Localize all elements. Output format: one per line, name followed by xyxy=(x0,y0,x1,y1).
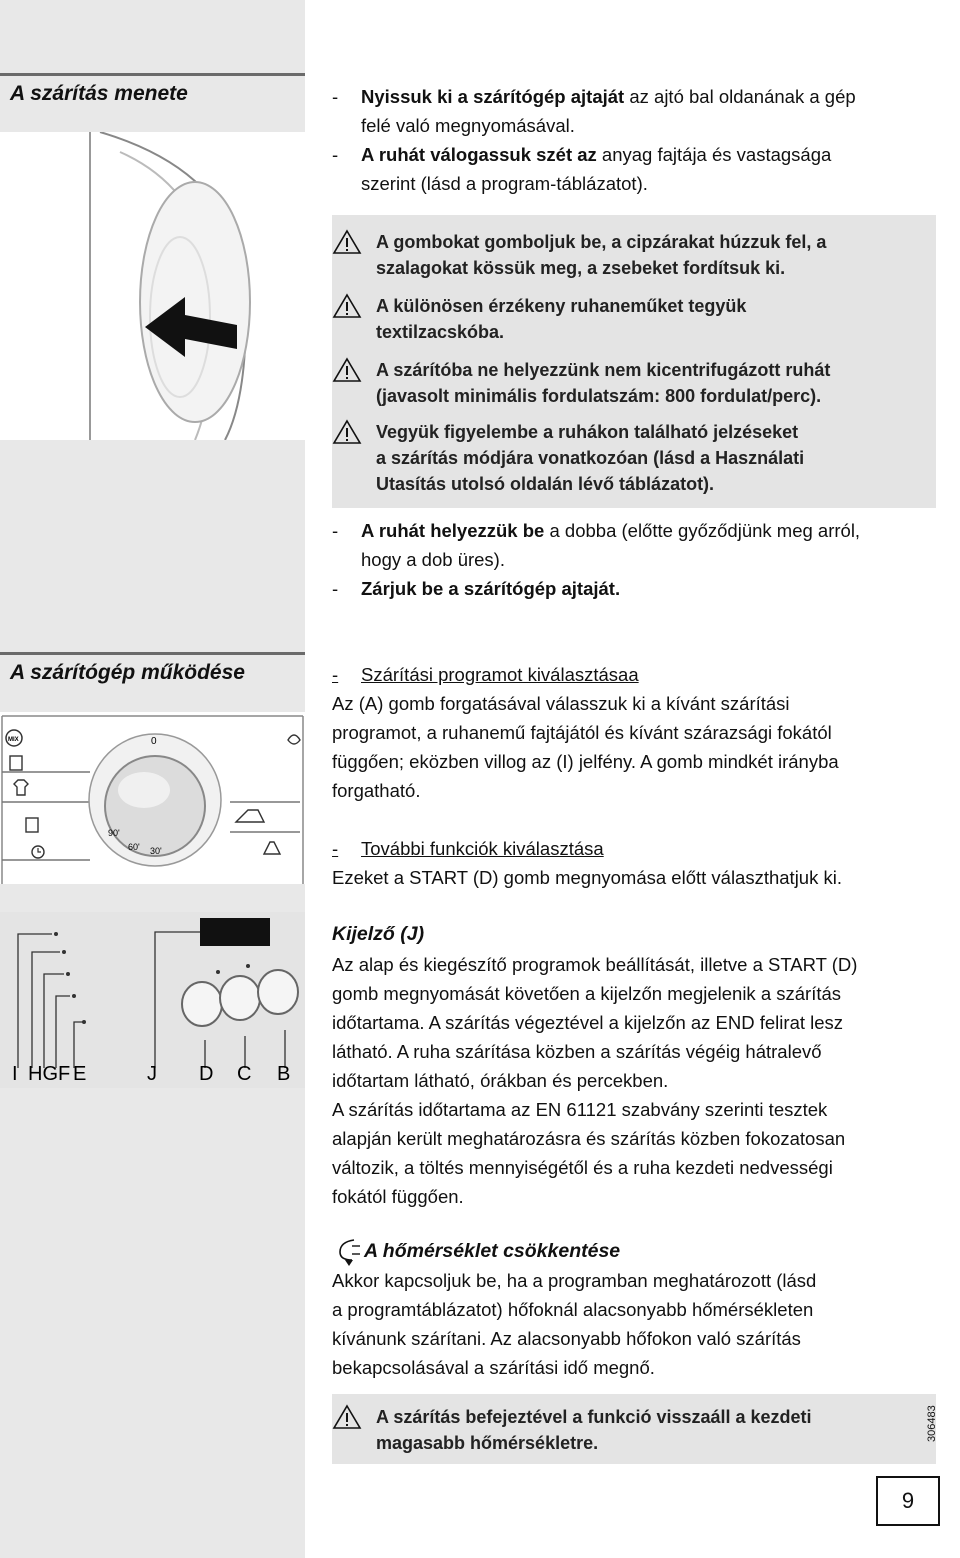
step-bold: A ruhát válogassuk szét az xyxy=(361,144,597,165)
step-text: hogy a dob üres). xyxy=(361,549,505,570)
display-text: alapján került meghatározásra és szárítás közben fokozatosan xyxy=(332,1128,846,1149)
extra-title-row: - További funkciók kiválasztása xyxy=(332,834,932,863)
warning-text: A gombokat gomboljuk be, a cipzárakat húzzuk fel, a xyxy=(376,232,827,252)
dial-label-90: 90' xyxy=(108,828,120,838)
section-rule xyxy=(0,73,305,76)
warning-text: magasabb hőmérsékletre. xyxy=(376,1433,599,1453)
display-text: A szárítás időtartama az EN 61121 szabvány szerinti tesztek xyxy=(332,1099,828,1120)
temperature-section xyxy=(332,1236,932,1382)
page-number: 9 xyxy=(876,1476,940,1526)
step-text: szerint (lásd a program-táblázatot). xyxy=(361,173,648,194)
display-title: Kijelző (J) xyxy=(332,923,425,945)
temperature-text: a programtáblázatot) hőfoknál alacsonyabb hőmérsékleten xyxy=(332,1299,814,1320)
temperature-title: A hőmérséklet csökkentése xyxy=(364,1239,621,1262)
warning-text: a szárítás módjára vonatkozóan (lásd a Használati xyxy=(376,448,805,468)
panel-label-j: J xyxy=(147,1063,157,1085)
dial-label-zero: 0 xyxy=(151,736,157,747)
temperature-title-row xyxy=(332,1236,932,1266)
program-text: függően; eközben villog az (I) jelfény. A gomb mindkét irányba xyxy=(332,751,839,772)
load-steps xyxy=(332,516,932,603)
temperature-text: Akkor kapcsoljuk be, ha a programban meghatározott (lásd xyxy=(332,1270,817,1291)
program-text: programot, a ruhanemű fajtájától és kívánt szárazsági fokától xyxy=(332,722,832,743)
warning-triangle-icon xyxy=(332,419,362,445)
step-text: a dobba (előtte győződjünk meg arról, xyxy=(544,520,861,541)
program-selection xyxy=(332,660,932,805)
step-text: anyag fajtája és vastagsága xyxy=(596,144,832,165)
section-rule xyxy=(0,652,305,655)
step-text: felé való megnyomásával. xyxy=(361,115,575,136)
display-text: változik, a töltés mennyiségétől és a ruha kezdeti nedvességi xyxy=(332,1157,833,1178)
warning-text: A szárítás befejeztével a funkció visszaáll a kezdeti xyxy=(376,1407,812,1427)
intro-steps xyxy=(332,82,932,198)
warning-text: Utasítás utolsó oldalán lévő táblázatot). xyxy=(376,474,715,494)
panel-label-b: B xyxy=(277,1063,291,1085)
warning-triangle-icon xyxy=(332,357,362,383)
step-bold: Nyissuk ki a szárítógép ajtaját xyxy=(361,86,625,107)
warning-box xyxy=(332,1394,936,1464)
warning-item xyxy=(332,1404,932,1456)
program-text: Az (A) gomb forgatásával válasszuk ki a kívánt szárítási xyxy=(332,693,790,714)
timer-button[interactable] xyxy=(220,976,260,1020)
display-text: látható. A ruha szárítása közben a szárítás végéig hátralevő xyxy=(332,1041,822,1062)
step-open-door: - Nyissuk ki a szárítógép ajtaját az ajtó bal oldanának a gép xyxy=(332,86,856,107)
warning-triangle-icon xyxy=(332,229,362,255)
program-title: Szárítási programot kiválasztásaa xyxy=(361,664,639,685)
mix-icon-label: MIX xyxy=(8,737,19,743)
warning-text: A szárítóba ne helyezzünk nem kicentrifugázott ruhát xyxy=(376,360,831,380)
panel-label-hgf: HGF xyxy=(28,1063,71,1085)
control-panel-illustration xyxy=(0,912,305,1088)
panel-label-c: C xyxy=(237,1063,252,1085)
display-section xyxy=(332,920,932,1211)
panel-label-e: E xyxy=(73,1063,87,1085)
warning-item xyxy=(332,229,932,281)
low-temperature-icon xyxy=(332,1236,364,1266)
panel-label-i: I xyxy=(12,1063,18,1085)
section-heading-dryer-operation: A szárítógép működése xyxy=(10,661,245,684)
step-bold: Zárjuk be a szárítógép ajtaját. xyxy=(361,578,621,599)
dial-label-60: 60' xyxy=(128,842,140,852)
section-heading-drying-process: A szárítás menete xyxy=(10,82,188,105)
program-dial-illustration xyxy=(0,712,305,884)
warning-text: textilzacskóba. xyxy=(376,322,505,342)
display-text: gomb megnyomását követően a kijelzőn megjelenik a szárítás xyxy=(332,983,842,1004)
step-bold: A ruhát helyezzük be xyxy=(361,520,545,541)
temperature-button[interactable] xyxy=(258,970,298,1014)
warning-text: Vegyük figyelembe a ruhákon található jelzéseket xyxy=(376,422,799,442)
step-text: az ajtó bal oldanának a gép xyxy=(624,86,856,107)
start-button[interactable] xyxy=(182,982,222,1026)
display-text: Az alap és kiegészítő programok beállítását, illetve a START (D) xyxy=(332,954,858,975)
step-sort-laundry: - A ruhát válogassuk szét az anyag fajtája és vastagsága xyxy=(332,144,832,165)
warning-item xyxy=(332,357,932,409)
extra-functions xyxy=(332,834,932,892)
dial-label-30: 30' xyxy=(150,846,162,856)
warning-triangle-icon xyxy=(332,1404,362,1430)
step-load-laundry: - A ruhát helyezzük be a dobba (előtte győződjünk meg arról, xyxy=(332,520,861,541)
dryer-door-illustration xyxy=(0,132,305,440)
warning-triangle-icon xyxy=(332,293,362,319)
display-text: fokától függően. xyxy=(332,1186,464,1207)
warning-box xyxy=(332,215,936,508)
program-title-row: - Szárítási programot kiválasztásaa xyxy=(332,660,932,689)
warning-text: szalagokat kössük meg, a zsebeket fordítsuk ki. xyxy=(376,258,786,278)
document-number: 306483 xyxy=(926,1405,938,1442)
panel-label-d: D xyxy=(199,1063,214,1085)
temperature-text: kívánunk szárítani. Az alacsonyabb hőfokon való szárítás xyxy=(332,1328,801,1349)
warning-text: (javasolt minimális fordulatszám: 800 fordulat/perc). xyxy=(376,386,822,406)
program-text: forgatható. xyxy=(332,780,421,801)
warning-text: A különösen érzékeny ruhaneműket tegyük xyxy=(376,296,747,316)
extra-title: További funkciók kiválasztása xyxy=(361,838,604,859)
warning-item xyxy=(332,293,932,345)
temperature-text: bekapcsolásával a szárítási idő megnő. xyxy=(332,1357,655,1378)
step-close-door: - Zárjuk be a szárítógép ajtaját. xyxy=(332,574,932,603)
warning-item xyxy=(332,419,932,497)
extra-text: Ezeket a START (D) gomb megnyomása előtt választhatjuk ki. xyxy=(332,867,842,888)
display-window xyxy=(200,918,270,946)
display-text: időtartama. A szárítás végeztével a kijelzőn az END felirat lesz xyxy=(332,1012,844,1033)
display-text: időtartam látható, órákban és percekben. xyxy=(332,1070,669,1091)
